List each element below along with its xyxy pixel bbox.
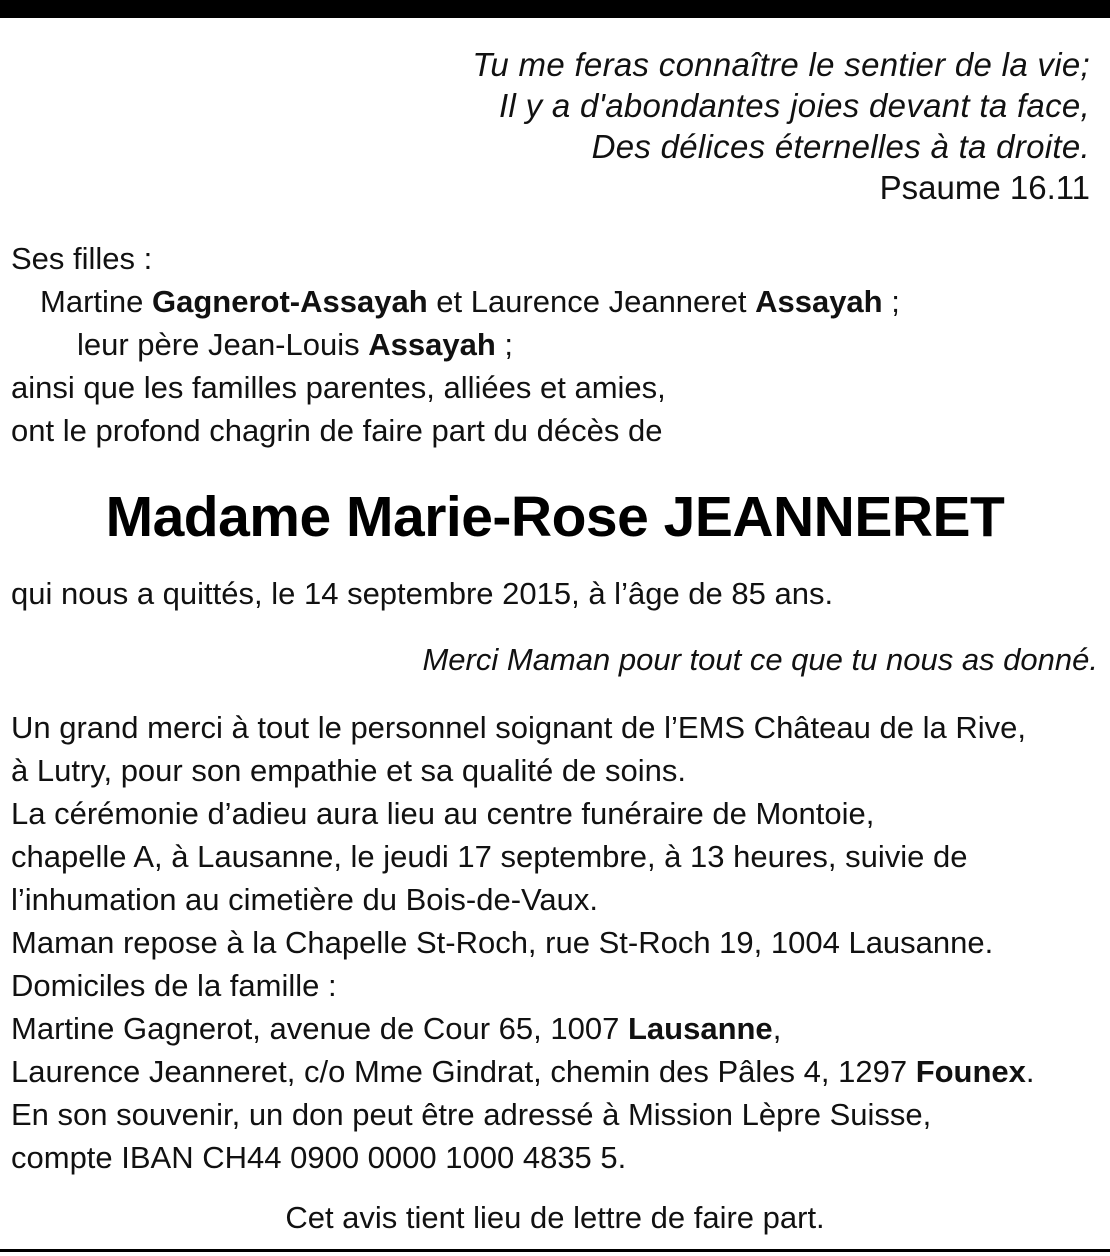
donation-line: compte IBAN CH44 0900 0000 1000 4835 5. [11,1140,627,1175]
death-date-block [11,572,833,615]
father-surname: Assayah [368,327,496,362]
detail-line: La cérémonie d’adieu aura lieu au centre funéraire de Montoie, [11,796,875,831]
line-end: , [772,1011,782,1046]
father-prefix: leur père Jean-Louis [77,327,369,362]
verse-line: Tu me feras connaître le sentier de la vie; [472,46,1090,83]
detail-line: chapelle A, à Lausanne, le jeudi 17 septembre, à 13 heures, suivie de [11,839,968,874]
daughters-connector: et Laurence Jeanneret [427,284,756,319]
closing-line: Cet avis tient lieu de lettre de faire part. [285,1200,825,1235]
address-line [11,1050,1035,1093]
father-line [11,323,900,366]
line-end: ; [882,284,900,319]
announcement-line: ont le profond chagrin de faire part du décès de [11,413,663,448]
daughter-surname: Gagnerot-Assayah [151,284,428,319]
address-prefix: Martine Gagnerot, avenue de Cour 65, 1007 [11,1011,628,1046]
line-end: ; [495,327,513,362]
detail-line: Domiciles de la famille : [11,968,337,1003]
detail-line: Maman repose à la Chapelle St-Roch, rue St-Roch 19, 1004 Lausanne. [11,925,994,960]
address-city: Founex [915,1054,1026,1089]
details-block [11,706,1035,1179]
address-city: Lausanne [627,1011,773,1046]
death-line: qui nous a quittés, le 14 septembre 2015, à l’âge de 85 ans. [11,576,834,611]
thanks-mother-line: Merci Maman pour tout ce que tu nous as donné. [422,642,1098,677]
detail-line: l’inhumation au cimetière du Bois-de-Vaux. [11,882,599,917]
address-prefix: Laurence Jeanneret, c/o Mme Gindrat, chemin des Pâles 4, 1297 [11,1054,916,1089]
donation-line: En son souvenir, un don peut être adressé à Mission Lèpre Suisse, [11,1097,932,1132]
verse-reference: Psaume 16.11 [879,169,1090,206]
verse-line: Des délices éternelles à ta droite. [591,128,1090,165]
family-block [11,237,900,452]
verse-line: Il y a d'abondantes joies devant ta face, [499,87,1090,124]
bottom-border-rule [0,1249,1110,1252]
detail-line: à Lutry, pour son empathie et sa qualité de soins. [11,753,686,788]
detail-line: Un grand merci à tout le personnel soignant de l’EMS Château de la Rive, [11,710,1026,745]
families-line: ainsi que les familles parentes, alliées et amies, [11,370,666,405]
daughter-surname: Assayah [755,284,883,319]
daughters-line [11,280,900,323]
address-line [11,1007,1035,1050]
deceased-name: Madame Marie-Rose JEANNERET [105,485,1005,549]
family-heading: Ses filles : [11,241,153,276]
bible-verse [472,44,1090,208]
line-end: . [1025,1054,1035,1089]
daughter-given-name: Martine [40,284,152,319]
top-border-rule [0,0,1110,18]
